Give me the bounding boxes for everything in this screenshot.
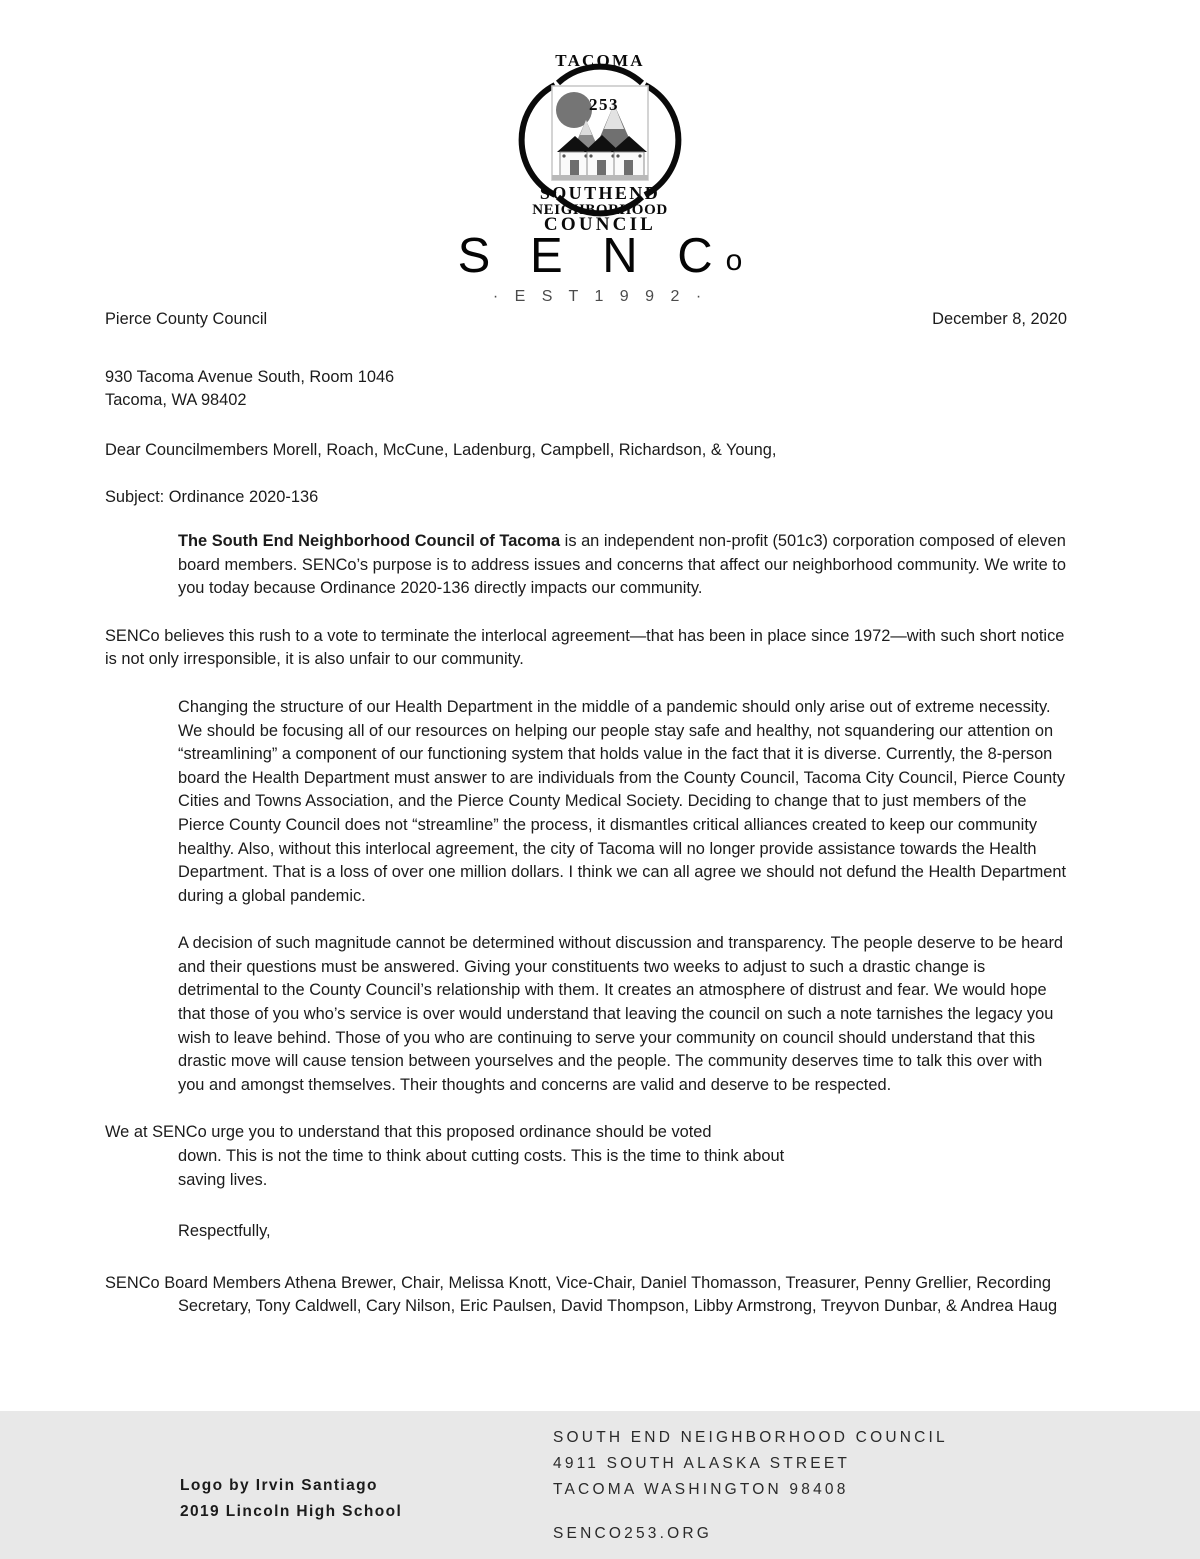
org-address-line-2: 4911 SOUTH ALASKA STREET: [553, 1455, 851, 1472]
letter-date: December 8, 2020: [932, 310, 1067, 328]
wordmark-suffix: o: [725, 244, 743, 277]
logo-credit-line-2: 2019 Lincoln High School: [180, 1503, 403, 1520]
closing-line-1: We at SENCo urge you to understand that this proposed ordinance should be voted: [105, 1123, 712, 1142]
letter-body: [105, 308, 1067, 1319]
salutation: Dear Councilmembers Morell, Roach, McCune, Ladenburg, Campbell, Richardson, & Young,: [105, 440, 777, 459]
recipient-name: Pierce County Council: [105, 310, 268, 328]
closing-line-2: down. This is not the time to think about cutting costs. This is the time to think about: [178, 1147, 785, 1166]
paragraph-health-department: Changing the structure of our Health Department in the middle of a pandemic should only arise out of extreme necessity. We should be focusing all of our resources on helping our people stay safe and healthy, not squandering our attention on “streamlining” a component of our functioning system that holds value in the fact that it is diverse. Currently, the 8-person board the Health Department must answer to are individuals from the County Council, Tacoma City Council, Pierce County Cities and Towns Association, and the Pierce County Medical Society. Deciding to change that to just members of the Pierce County Council does not “streamline” the process, it dismantles critical alliances created to keep our community healthy. Also, without this interlocal agreement, the city of Tacoma will no longer provide assistance towards the Health Department. That is a loss of over one million dollars. I think we can all agree we should not defund the Health Department during a global pandemic.: [178, 697, 1067, 905]
org-website[interactable]: SENCO253.ORG: [553, 1525, 712, 1542]
footer: [0, 1411, 1200, 1559]
logo-neighborhood-text: NEIGHBORHOOD: [532, 202, 668, 218]
letterhead: [0, 0, 1200, 305]
paragraph-intro-lead: The South End Neighborhood Council of Tacoma: [178, 531, 561, 550]
logo-credit-line-1: Logo by Irvin Santiago: [180, 1477, 378, 1494]
paragraph-rush-to-vote: SENCo believes this rush to a vote to terminate the interlocal agreement—that has been in place since 1972—with such short notice is not only irresponsible, it is also unfair to our community.: [105, 626, 1065, 669]
board-members-list: SENCo Board Members Athena Brewer, Chair, Melissa Knott, Vice-Chair, Daniel Thomasson, Treasurer, Penny Grellier, Recording Secretary, Tony Caldwell, Cary Nilson, Eric Paulsen, David Thompson, Libby Armstrong, Treyvon Dunbar, & Andrea Haug: [105, 1273, 1058, 1316]
address-line-1: 930 Tacoma Avenue South, Room 1046: [105, 367, 395, 386]
logo-council-text: COUNCIL: [543, 214, 657, 233]
org-address-line-3: TACOMA WASHINGTON 98408: [553, 1481, 849, 1498]
footer-spacer: [553, 1503, 948, 1521]
paragraph-intro: [105, 530, 1067, 601]
logo-credit: [180, 1473, 402, 1525]
recipient-date-row: [105, 308, 1067, 332]
recipient-address: [105, 366, 1067, 413]
senco-wordmark: [0, 228, 1200, 284]
established-text: · E S T 1 9 9 2 ·: [492, 288, 708, 305]
org-address-line-1: SOUTH END NEIGHBORHOOD COUNCIL: [553, 1429, 948, 1446]
logo-southend-text: SOUTHEND: [539, 183, 661, 203]
subject-line: Subject: Ordinance 2020-136: [105, 488, 319, 507]
org-address: [553, 1425, 948, 1547]
logo-tacoma-text: TACOMA: [555, 51, 645, 70]
closing-line-3: saving lives.: [178, 1170, 268, 1189]
closing-statement: [105, 1121, 1067, 1192]
wordmark-main: S E N C: [457, 229, 726, 283]
paragraph-intro-rest: is an independent non-profit (501c3) corporation composed of eleven board members. SENCo’s purpose is to address issues and concerns that affect our neighborhood community. We write to you today because Ordinance 2020-136 directly impacts our community.: [178, 531, 1066, 598]
logo-mark-svg: [500, 48, 700, 233]
senco-logo: [500, 48, 700, 233]
paragraph-transparency: A decision of such magnitude cannot be determined without discussion and transparency. The people deserve to be heard and their questions must be answered. Giving your constituents two weeks to adjust to such a drastic change is detrimental to the County Council’s relationship with them. It creates an atmosphere of distrust and fear. We would hope that those of you who’s service is over would understand that leaving the council on such a note tarnishes the legacy you wish to leave behind. Those of you who are continuing to serve your community on council should understand that this drastic move will cause tension between yourselves and the people. The community deserves time to talk this over with you and amongst themselves. Their thoughts and concerns are valid and deserve to be respected.: [178, 934, 1064, 1094]
sign-off: Respectfully,: [178, 1222, 271, 1241]
address-line-2: Tacoma, WA 98402: [105, 391, 247, 410]
logo-badge-number: 253: [589, 95, 619, 114]
